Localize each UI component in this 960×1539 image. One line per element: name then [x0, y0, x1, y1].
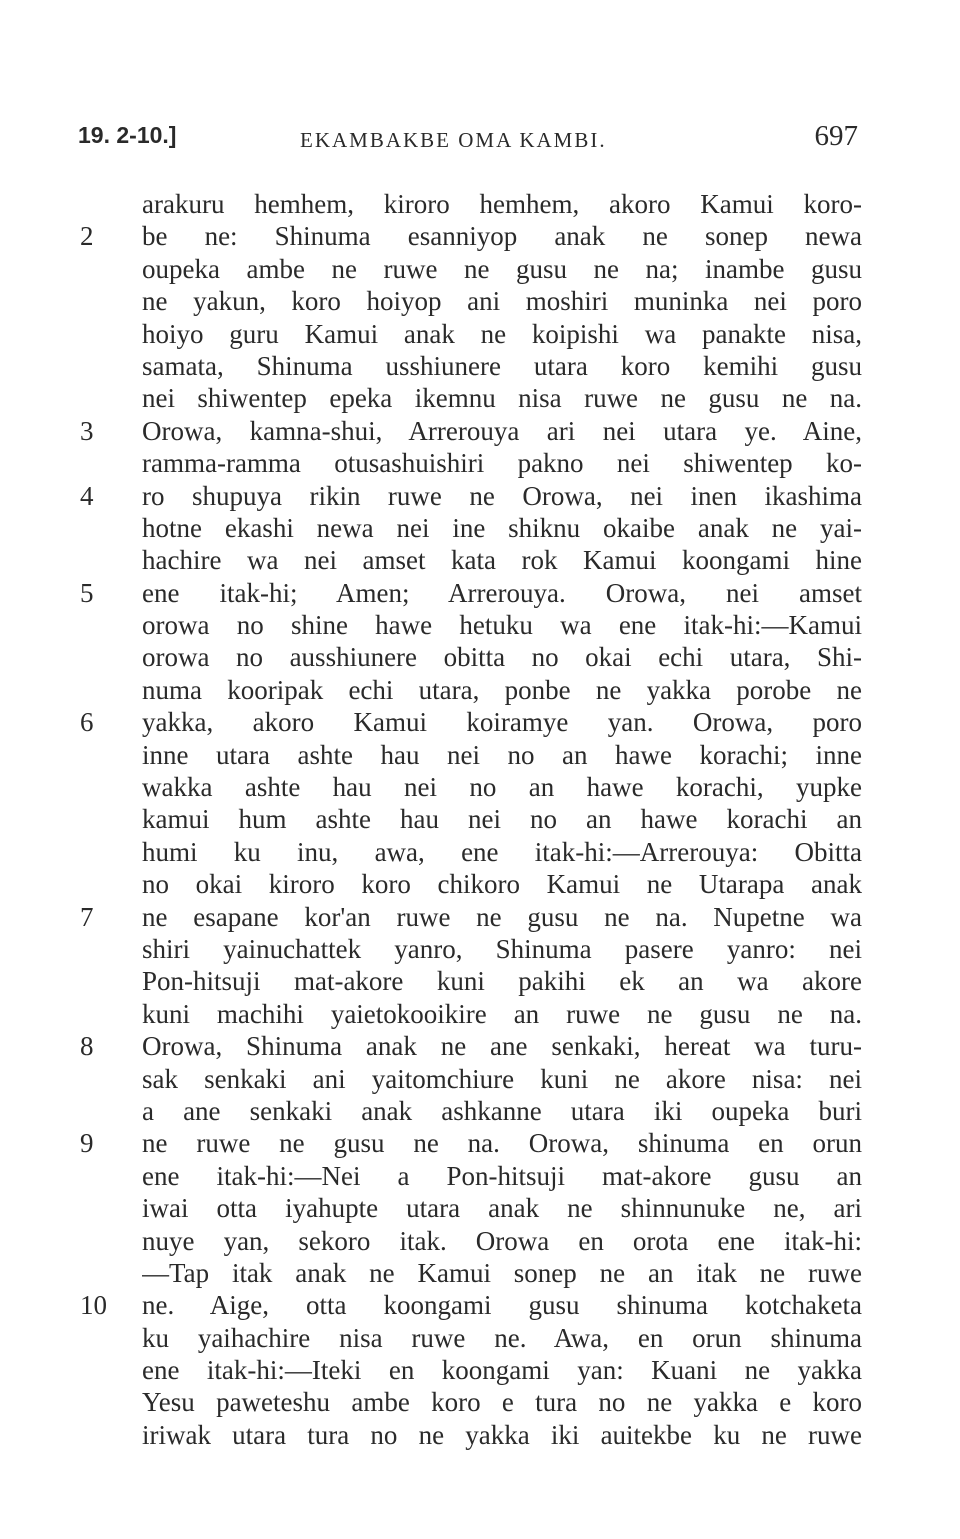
text-line — [80, 1257, 862, 1289]
line-text: ramma-ramma otusashuishiri pakno nei shiwentep ko- — [142, 448, 862, 479]
text-line — [80, 1030, 862, 1062]
verse-number: 8 — [80, 1031, 94, 1062]
line-text: samata, Shinuma usshiunere utara koro kemihi gusu — [142, 350, 862, 381]
line-text: iwai otta iyahupte utara anak ne shinnunuke ne, ari — [142, 1193, 862, 1224]
text-line — [80, 901, 862, 933]
text-line — [80, 544, 862, 576]
verse-number: 5 — [80, 577, 94, 608]
line-text: ne ruwe ne gusu ne na. Orowa, shinuma en orun — [142, 1128, 862, 1159]
line-text: hachire wa nei amset kata rok Kamui koongami hine — [142, 545, 862, 576]
line-text: numa kooripak echi utara, ponbe ne yakka porobe ne — [142, 674, 862, 705]
line-text: oupeka ambe ne ruwe ne gusu ne na; inambe gusu — [142, 253, 862, 284]
line-text: ro shupuya rikin ruwe ne Orowa, nei inen ikashima — [142, 480, 862, 511]
running-header — [78, 118, 858, 158]
line-text: ene itak-hi:—Iteki en koongami yan: Kuani ne yakka — [142, 1355, 862, 1386]
text-line — [80, 480, 862, 512]
verse-number: 4 — [80, 480, 94, 511]
line-text: hotne ekashi newa nei ine shiknu okaibe anak ne yai- — [142, 512, 862, 543]
line-text: Yesu paweteshu ambe koro e tura no ne yakka e koro — [142, 1387, 862, 1418]
text-line — [80, 1160, 862, 1192]
line-text: arakuru hemhem, kiroro hemhem, akoro Kamui koro- — [142, 189, 862, 219]
text-line — [80, 1095, 862, 1127]
text-line — [80, 998, 862, 1030]
text-line — [80, 285, 862, 317]
line-text: nei shiwentep epeka ikemnu nisa ruwe ne gusu ne na. — [142, 383, 862, 414]
text-line — [80, 447, 862, 479]
line-text: shiri yainuchattek yanro, Shinuma pasere yanro: nei — [142, 933, 862, 964]
line-text: kuni machihi yaietokooikire an ruwe ne gusu ne na. — [142, 998, 862, 1029]
text-line — [80, 933, 862, 965]
text-line — [80, 739, 862, 771]
line-text: wakka ashte hau nei no an hawe korachi, yupke — [142, 772, 862, 803]
text-line — [80, 771, 862, 803]
verse-number: 10 — [80, 1290, 107, 1321]
chapter-verse-reference: 19. 2-10.] — [78, 122, 177, 148]
line-text: orowa no ausshiunere obitta no okai echi utara, Shi- — [142, 642, 862, 673]
line-text: ene itak-hi:—Nei a Pon-hitsuji mat-akore gusu an — [142, 1160, 862, 1191]
line-text: ne yakun, koro hoiyop ani moshiri muninka nei poro — [142, 286, 862, 317]
text-line — [80, 1419, 862, 1451]
text-line — [80, 577, 862, 609]
verse-number: 6 — [80, 707, 94, 738]
text-line — [80, 350, 862, 382]
line-text: ne. Aige, otta koongami gusu shinuma kotchaketa — [142, 1290, 862, 1321]
text-line — [80, 1289, 862, 1321]
body-text — [80, 188, 862, 1451]
text-line — [80, 965, 862, 997]
text-line — [80, 609, 862, 641]
line-text: no okai kiroro koro chikoro Kamui ne Utarapa anak — [142, 869, 862, 900]
line-text: ne esapane kor'an ruwe ne gusu ne na. Nupetne wa — [142, 901, 862, 932]
line-text: Orowa, Shinuma anak ne ane senkaki, hereat wa turu- — [142, 1031, 862, 1062]
text-line — [80, 1386, 862, 1418]
text-line — [80, 1192, 862, 1224]
text-line — [80, 1063, 862, 1095]
verse-number: 9 — [80, 1128, 94, 1159]
line-text: nuye yan, sekoro itak. Orowa en orota ene itak-hi: — [142, 1225, 862, 1256]
text-line — [80, 868, 862, 900]
text-line — [80, 836, 862, 868]
line-text: inne utara ashte hau nei no an hawe korachi; inne — [142, 739, 862, 770]
line-text: Orowa, kamna-shui, Arrerouya ari nei utara ye. Aine, — [142, 415, 862, 446]
text-line — [80, 1322, 862, 1354]
line-text: Pon-hitsuji mat-akore kuni pakihi ek an wa akore — [142, 966, 862, 997]
text-line — [80, 706, 862, 738]
line-text: be ne: Shinuma esanniyop anak ne sonep newa — [142, 221, 862, 252]
verse-number: 7 — [80, 901, 94, 932]
text-line — [80, 803, 862, 835]
text-line — [80, 220, 862, 252]
line-text: —Tap itak anak ne Kamui sonep ne an itak ne ruwe — [142, 1257, 862, 1288]
text-line — [80, 415, 862, 447]
verse-number: 2 — [80, 221, 94, 252]
text-line — [80, 512, 862, 544]
line-text: orowa no shine hawe hetuku wa ene itak-hi:—Kamui — [142, 610, 862, 641]
text-line — [80, 1225, 862, 1257]
text-line — [80, 674, 862, 706]
line-text: ku yaihachire nisa ruwe ne. Awa, en orun shinuma — [142, 1322, 862, 1353]
line-text: sak senkaki ani yaitomchiure kuni ne akore nisa: nei — [142, 1063, 862, 1094]
text-line — [80, 641, 862, 673]
running-title: EKAMBAKBE OMA KAMBI. — [300, 128, 607, 152]
line-text: a ane senkaki anak ashkanne utara iki oupeka buri — [142, 1095, 862, 1126]
line-text: kamui hum ashte hau nei no an hawe korachi an — [142, 804, 862, 835]
text-line — [80, 1127, 862, 1159]
text-line — [80, 1354, 862, 1386]
line-text: humi ku inu, awa, ene itak-hi:—Arrerouya: Obitta — [142, 836, 862, 867]
line-text: ene itak-hi; Amen; Arrerouya. Orowa, nei amset — [142, 577, 862, 608]
verse-number: 3 — [80, 415, 94, 446]
page-number: 697 — [814, 120, 858, 152]
text-line — [80, 253, 862, 285]
text-line — [80, 188, 862, 220]
text-line — [80, 318, 862, 350]
line-text: hoiyo guru Kamui anak ne koipishi wa panakte nisa, — [142, 318, 862, 349]
text-line — [80, 382, 862, 414]
line-text: iriwak utara tura no ne yakka iki auitekbe ku ne ruwe — [142, 1419, 862, 1450]
line-text: yakka, akoro Kamui koiramye yan. Orowa, poro — [142, 707, 862, 738]
